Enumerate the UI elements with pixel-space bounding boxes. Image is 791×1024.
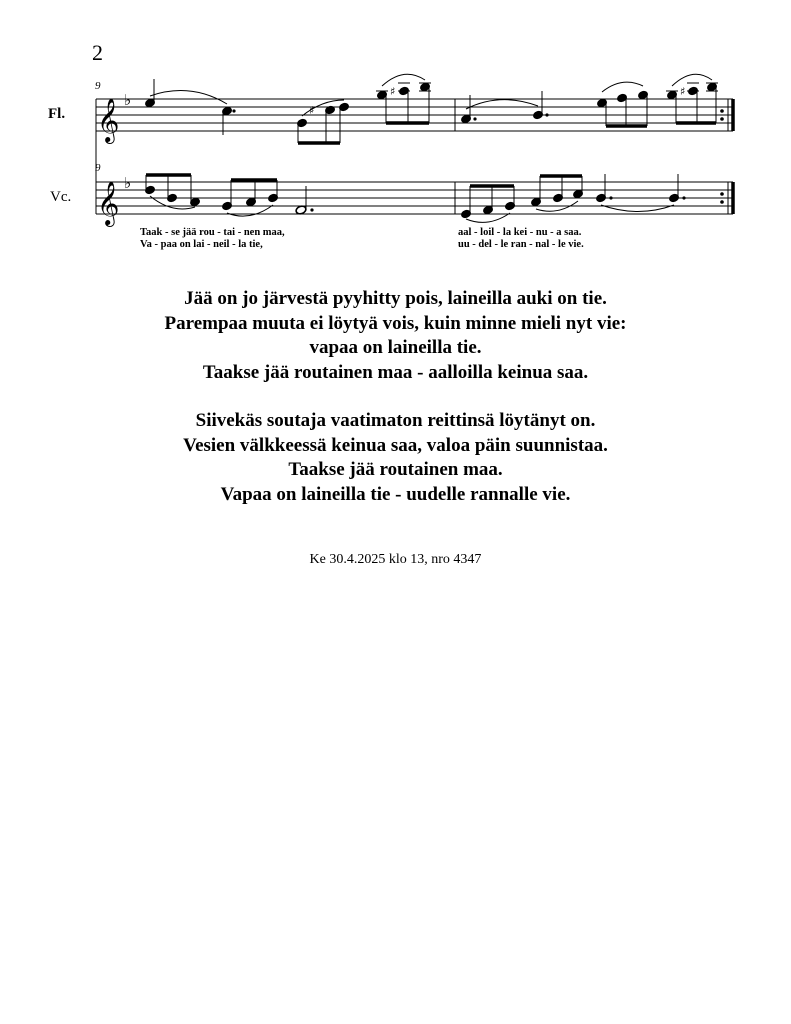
measure-number-cello: 9: [95, 162, 101, 174]
poem-text: [0, 287, 791, 507]
poem-line: Taakse jää routainen maa.: [288, 459, 503, 480]
svg-text:♯: ♯: [390, 85, 396, 98]
poem-stanza-1: [0, 287, 791, 385]
lyrics-verse2-part1: Va - paa on lai - neil - la tie,: [140, 239, 263, 250]
poem-line: vapaa on laineilla tie.: [309, 337, 482, 358]
flat-key-signature-icon: ♭: [124, 174, 132, 192]
cello-staff: [96, 182, 733, 214]
lyrics-verse1-part1: Taak - se jää rou - tai - nen maa,: [140, 227, 285, 238]
svg-text:♯: ♯: [309, 104, 315, 117]
stanza-gap: [0, 385, 791, 409]
poem-line: Jää on jo järvestä pyyhitty pois, laineilla auki on tie.: [184, 288, 607, 309]
lyrics-verse2-part2: uu - del - le ran - nal - le vie.: [458, 239, 584, 250]
flat-key-signature-icon: ♭: [124, 91, 132, 109]
poem-line: Vapaa on laineilla tie - uudelle rannalle vie.: [220, 483, 571, 505]
poem-line: Parempaa muuta ei löytyä vois, kuin minne mieli nyt vie:: [164, 312, 627, 334]
music-score: [0, 0, 791, 260]
flute-notes: [145, 74, 718, 143]
svg-text:♯: ♯: [680, 85, 686, 98]
poem-stanza-2: [0, 409, 791, 507]
poem-line: Vesien välkkeessä keinua saa, valoa päin suunnistaa.: [183, 434, 608, 456]
page-number: 2: [92, 40, 103, 65]
flute-staff-label: Fl.: [48, 106, 66, 122]
poem-line: Siivekäs soutaja vaatimaton reittinsä löytänyt on.: [195, 410, 596, 431]
date-footer: Ke 30.4.2025 klo 13, nro 4347: [309, 552, 482, 567]
measure-number-flute: 9: [95, 80, 101, 92]
treble-clef-icon: 𝄞: [97, 98, 120, 142]
poem-line: Taakse jää routainen maa - aalloilla keinua saa.: [202, 361, 589, 383]
cello-staff-label: Vc.: [50, 189, 72, 205]
treble-clef-icon: 𝄞: [97, 181, 120, 225]
lyrics-verse1-part2: aal - loil - la kei - nu - a saa.: [458, 227, 582, 238]
